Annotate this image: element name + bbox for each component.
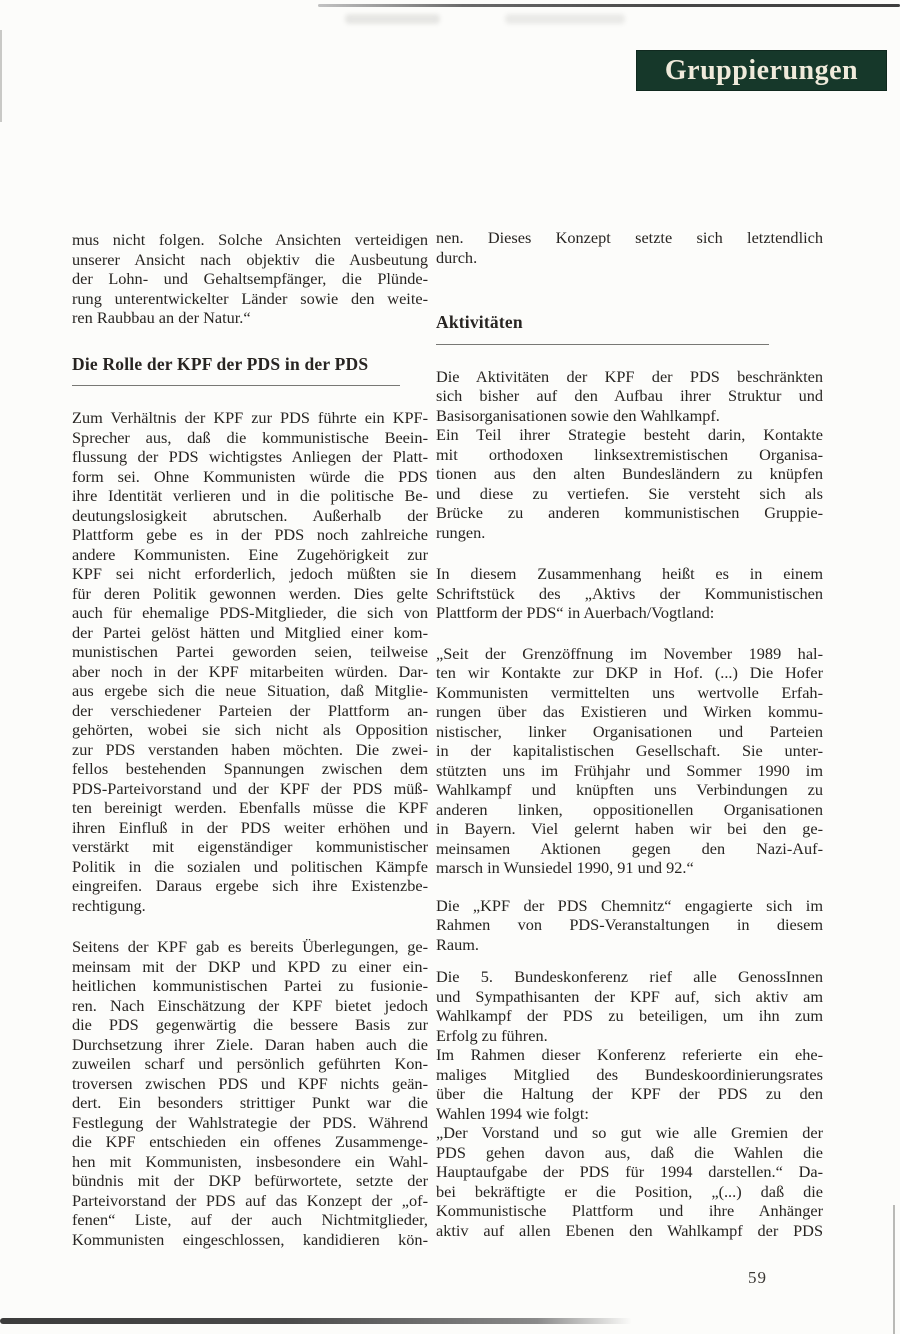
left-column [72, 230, 428, 1249]
text-line: gehörten, wobei sie sich nicht als Opposition [72, 720, 428, 739]
text-line: andere Kommunisten. Eine Zugehörigkeit zur [72, 544, 428, 564]
text-line: Brücke zu anderen kommunistischen Gruppie- [436, 503, 823, 522]
text-line: Schriftstück des „Aktivs der Kommunistischen [436, 583, 823, 603]
paragraph [72, 230, 428, 328]
text-line: durch. [436, 247, 478, 267]
paragraph [436, 425, 823, 542]
paragraph [436, 228, 823, 267]
text-line: nistischer, linker Organisationen und Parteien [436, 721, 823, 741]
chapter-header-badge [636, 50, 887, 91]
text-line: rung unterentwickelter Länder sowie den weite- [72, 288, 428, 308]
scan-artifact-left-edge [0, 30, 2, 122]
scan-artifact-right-edge [893, 1205, 895, 1334]
text-line: flussung der PDS wichtigstes Anliegen der Platt- [72, 447, 428, 466]
right-column [436, 228, 823, 1240]
text-line: mit orthodoxen linksextremistischen Organisa- [436, 444, 823, 464]
text-line: PDS-Parteivorstand und der KPF der PDS müß- [72, 778, 428, 798]
quote-paragraph [436, 1123, 823, 1240]
text-line: Zum Verhältnis der KPF zur PDS führte ein KPF- [72, 408, 428, 427]
text-line: fellos bestehenden Spannungen zwischen dem [72, 759, 428, 778]
text-line: der Partei gelöst hätten und Mitglied einer kom- [72, 622, 428, 642]
text-line: anderen linken, oppositionellen Organisationen [436, 799, 823, 819]
text-line: dert. Ein besonders strittiger Punkt war die [72, 1093, 428, 1112]
text-line: hen mit Kommunisten, insbesondere ein Wahl- [72, 1151, 428, 1171]
text-line: zuweilen scharf und persönlich geführten Kon- [72, 1054, 428, 1073]
text-line: Plattform gebe es in der PDS noch zahlreiche [72, 525, 428, 544]
text-line: für deren Politik gewonnen werden. Dies gelte [72, 583, 428, 603]
text-line: „Seit der Grenzöffnung im November 1989 hal- [436, 643, 823, 663]
paragraph [436, 1045, 823, 1123]
text-line: marsch in Wunsiedel 1990, 91 und 92.“ [436, 858, 694, 877]
text-line: heitlichen kommunistischen Partei zu fusionie- [72, 976, 428, 995]
text-line: Rahmen von PDS-Veranstaltungen in diesem [436, 915, 823, 934]
text-line: verstärkt mit eigenständiger kommunistischer [72, 837, 428, 856]
text-line: Hauptaufgabe der PDS für 1994 darstellen.“ Da- [436, 1162, 823, 1181]
text-line: der verschiedener Parteien der Plattform an- [72, 700, 428, 720]
text-line: zur PDS verstanden haben möchten. Die zwei- [72, 739, 428, 759]
text-line: unserer Ansicht nach objektiv die Ausbeutung [72, 249, 428, 269]
text-line: rungen. [436, 522, 486, 542]
text-line: Erfolg zu führen. [436, 1025, 548, 1045]
scan-artifact-top-line [318, 4, 900, 7]
section-heading-role: Die Rolle der KPF der PDS in der PDS [72, 355, 400, 387]
text-line: Ein Teil ihrer Strategie besteht darin, Kontakte [436, 425, 823, 444]
text-line: mus nicht folgen. Solche Ansichten verteidigen [72, 230, 428, 249]
text-line: sich bisher auf den Aufbau ihrer Struktur und [436, 386, 823, 405]
text-line: aber noch in der KPF mitarbeiten würden. Dar- [72, 661, 428, 681]
text-line: aktiv auf allen Ebenen den Wahlkampf der PDS [436, 1220, 823, 1240]
text-line: In diesem Zusammenhang heißt es in einem [436, 564, 823, 583]
text-line: Durchsetzung ihrer Ziele. Daran haben auch die [72, 1034, 428, 1054]
text-line: Die 5. Bundeskonferenz rief alle GenossInnen [436, 967, 823, 986]
text-line: ihren Einfluß in der PDS weiter erhöhen und [72, 817, 428, 837]
text-line: meinsam mit der DKP und KPD zu einer ein- [72, 956, 428, 976]
text-line: die PDS gegenwärtig die bessere Basis zur [72, 1015, 428, 1034]
text-line: in der kapitalistischen Gesellschaft. Sie unter- [436, 741, 823, 760]
text-line: fenen“ Liste, auf der auch Nichtmitglieder, [72, 1210, 428, 1229]
text-line: in Bayern. Viel gelernt haben wir bei den ge- [436, 819, 823, 838]
text-line: PDS gehen davon aus, daß die Wahlen die [436, 1142, 823, 1162]
text-line: ren Raubbau an der Natur.“ [72, 308, 251, 327]
text-line: Sprecher aus, daß die kommunistische Beein- [72, 427, 428, 447]
text-line: bündnis mit der DKP befürwortete, setzte der [72, 1171, 428, 1190]
text-line: ten bereinigt werden. Ebenfalls müsse die KPF [72, 798, 428, 817]
text-line: deutungslosigkeit abrutschen. Außerhalb der [72, 505, 428, 525]
chapter-title: Gruppierungen [664, 54, 859, 86]
paragraph [436, 564, 823, 623]
text-line: „Der Vorstand und so gut wie alle Gremien der [436, 1123, 823, 1142]
text-line: Kommunistische Plattform und ihre Anhänger [436, 1201, 823, 1220]
paragraph [72, 937, 428, 1249]
scan-artifact-smudge [345, 14, 440, 24]
text-line: troversen zwischen PDS und KPF nichts geän- [72, 1073, 428, 1093]
text-line: Wahlen 1994 wie folgt: [436, 1103, 589, 1123]
text-line: Plattform der PDS“ in Auerbach/Vogtland: [436, 603, 715, 622]
text-line: tionen aus den alten Bundesländern zu knüpfen [436, 464, 823, 483]
paragraph [436, 367, 823, 426]
text-line: Im Rahmen dieser Konferenz referierte ein ehe- [436, 1045, 823, 1064]
text-line: maliges Mitglied des Bundeskoordinierungsrates [436, 1064, 823, 1084]
text-line: und diese zu vertiefen. Sie versteht sich als [436, 483, 823, 503]
page-number: 59 [748, 1268, 767, 1287]
text-line: ren. Nach Einschätzung der KPF bietet jedoch [72, 995, 428, 1015]
text-line: nen. Dieses Konzept setzte sich letztendlich [436, 228, 823, 247]
text-line: Die Aktivitäten der KPF der PDS beschränkten [436, 366, 823, 386]
quote-paragraph [436, 644, 823, 878]
paragraph [72, 408, 428, 915]
text-line: aus ergebe sich die neue Situation, daß Mitglie- [72, 681, 428, 700]
text-line: stützten uns im Frühjahr und Sommer 1990 im [436, 760, 823, 780]
text-line: rechtigung. [72, 895, 146, 915]
text-line: Kommunisten eingeschlossen, kandidieren kön- [72, 1229, 428, 1249]
text-line: der Lohn- und Gehaltsempfänger, die Plünde- [72, 269, 428, 288]
paragraph [436, 896, 823, 955]
text-line: Basisorganisationen sowie den Wahlkampf. [436, 405, 720, 425]
text-line: Seitens der KPF gab es bereits Überlegungen, ge- [72, 937, 428, 956]
scan-artifact-bottom-line [0, 1318, 632, 1324]
text-line: Festlegung der Wahlstrategie der PDS. Während [72, 1112, 428, 1132]
text-line: ten wir Kontakte zur DKP in Hof. (...) Die Hofer [436, 663, 823, 682]
text-line: ihre Identität verlieren und in die politische Be- [72, 486, 428, 505]
text-line: Wahlkampf der PDS zu beteiligen, um ihn zum [436, 1006, 823, 1025]
section-heading-activities: Aktivitäten [436, 313, 769, 345]
text-line: Kommunisten vermittelten uns wertvolle Erfah- [436, 682, 823, 702]
text-line: Wahlkampf und knüpften uns Verbindungen zu [436, 780, 823, 799]
text-line: form sei. Ohne Kommunisten würde die PDS [72, 466, 428, 486]
text-line: Parteivorstand der PDS auf das Konzept der „of- [72, 1190, 428, 1210]
text-line: Raum. [436, 934, 479, 954]
text-line: auch für ehemalige PDS-Mitglieder, die sich von [72, 603, 428, 622]
text-line: bei bekräftigte er die Position, „(...) daß die [436, 1181, 823, 1201]
text-line: KPF sei nicht erforderlich, jedoch müßten sie [72, 564, 428, 583]
text-line: Die „KPF der PDS Chemnitz“ engagierte sich im [436, 895, 823, 915]
paragraph [436, 967, 823, 1045]
text-line: eingreifen. Daraus ergebe sich ihre Existenzbe- [72, 876, 428, 895]
text-line: meinsamen Aktionen gegen den Nazi-Auf- [436, 838, 823, 858]
scan-artifact-smudge [505, 14, 625, 24]
text-line: munistischen Partei geworden seien, teilweise [72, 642, 428, 661]
text-line: die KPF entschieden ein offenes Zusammenge- [72, 1132, 428, 1151]
text-line: rungen über das Existieren und Wirken kommu- [436, 702, 823, 721]
text-line: über die Haltung der KPF der PDS zu den [436, 1084, 823, 1103]
text-line: und Sympathisanten der KPF auf, sich aktiv am [436, 986, 823, 1006]
text-line: Politik in die sozialen und politischen Kämpfe [72, 856, 428, 876]
